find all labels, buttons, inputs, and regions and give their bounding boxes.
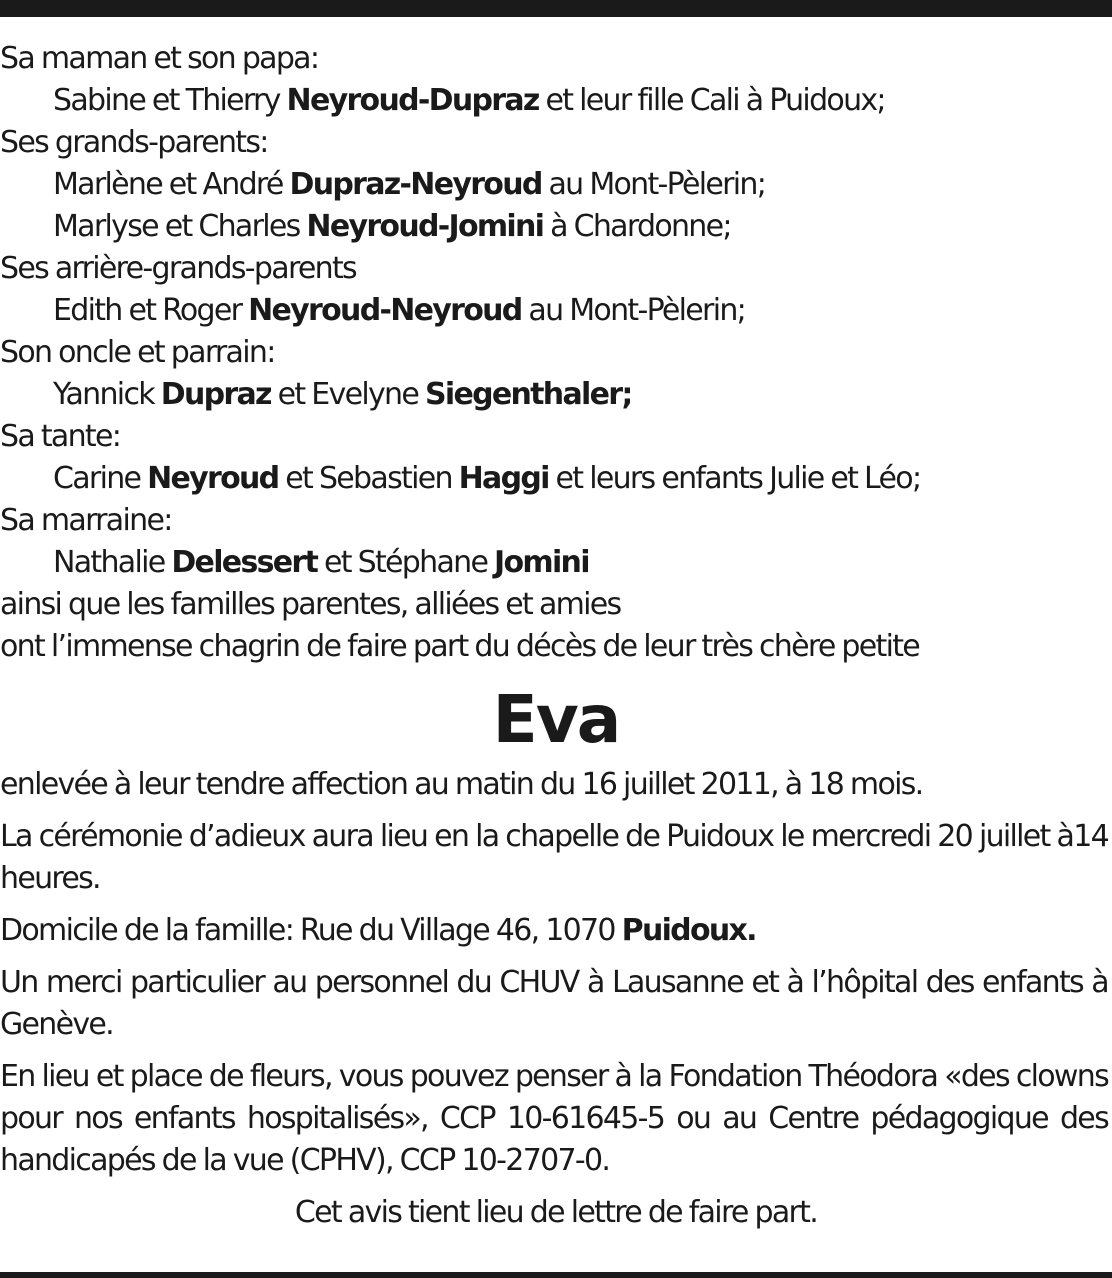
announcement-line: ont l’immense chagrin de faire part du décès de leur très chère petite — [0, 629, 920, 664]
family-entry — [0, 374, 1112, 416]
family-entry — [0, 290, 1112, 332]
family-entry — [0, 542, 1112, 584]
family-heading: Ses grands-parents: — [0, 125, 268, 160]
entry-text: à Chardonne; — [543, 209, 731, 244]
entry-text: et Sebastien — [278, 461, 459, 496]
passing-paragraph: enlevée à leur tendre affection au matin du 16 juillet 2011, à 18 mois. — [0, 767, 923, 802]
domicile-text: Domicile de la famille: Rue du Village 46, 1070 — [0, 913, 622, 948]
entry-text: Carine — [53, 461, 148, 496]
family-surname: Neyroud-Jomini — [306, 209, 544, 244]
deceased-name: Eva — [492, 681, 620, 758]
family-surname: Siegenthaler; — [424, 377, 632, 412]
family-entry — [0, 80, 1112, 122]
domicile-paragraph — [0, 910, 1112, 952]
family-heading: Ses arrière-grands-parents — [0, 251, 356, 286]
entry-text: Edith et Roger — [53, 293, 249, 328]
family-list — [0, 38, 1112, 668]
family-entry — [0, 164, 1112, 206]
family-surname: Dupraz — [160, 377, 271, 412]
entry-text: Nathalie — [53, 545, 172, 580]
family-heading: Son oncle et parrain: — [0, 335, 275, 370]
family-entry — [0, 206, 1112, 248]
family-surname: Neyroud-Neyroud — [248, 293, 522, 328]
entry-text: au Mont-Pèlerin; — [541, 167, 766, 202]
entry-text: et leurs enfants Julie et Léo; — [548, 461, 921, 496]
family-surname: Neyroud — [147, 461, 279, 496]
entry-text: et Evelyne — [270, 377, 425, 412]
closing-note: Cet avis tient lieu de lettre de faire part. — [294, 1195, 818, 1230]
domicile-town: Puidoux. — [621, 913, 756, 948]
entry-text: Marlyse et Charles — [53, 209, 307, 244]
entry-text: et Stéphane — [317, 545, 495, 580]
obituary-notice — [0, 38, 1112, 1234]
family-surname: Haggi — [458, 461, 549, 496]
ceremony-paragraph: La cérémonie d’adieux aura lieu en la chapelle de Puidoux le mercredi 20 juillet à14 heures. — [0, 819, 1108, 896]
entry-text: Marlène et André — [53, 167, 290, 202]
family-surname: Jomini — [494, 545, 589, 580]
family-surname: Dupraz-Neyroud — [289, 167, 542, 202]
family-entry — [0, 458, 1112, 500]
bottom-rule — [0, 1272, 1112, 1278]
family-heading: Sa maman et son papa: — [0, 41, 319, 76]
family-surname: Delessert — [171, 545, 318, 580]
entry-text: au Mont-Pèlerin; — [521, 293, 746, 328]
top-rule — [0, 0, 1112, 17]
family-surname: Neyroud-Dupraz — [286, 83, 539, 118]
entry-text: Sabine et Thierry — [53, 83, 287, 118]
family-heading: Sa marraine: — [0, 503, 172, 538]
donation-paragraph: En lieu et place de fleurs, vous pouvez penser à la Fondation Théodora «des clowns pour nos enfants hospitalisés», CCP 10-61645-5 ou au Centre pédagogique des handicapés de la vue (CPHV), CCP 10-2707-0. — [0, 1059, 1108, 1178]
thanks-paragraph: Un merci particulier au personnel du CHUV à Lausanne et à l’hôpital des enfants à Genève. — [0, 965, 1108, 1042]
entry-text: et leur fille Cali à Puidoux; — [538, 83, 885, 118]
family-heading: Sa tante: — [0, 419, 121, 454]
entry-text: Yannick — [53, 377, 161, 412]
family-closing-line: ainsi que les familles parentes, alliées et amies — [0, 587, 621, 622]
